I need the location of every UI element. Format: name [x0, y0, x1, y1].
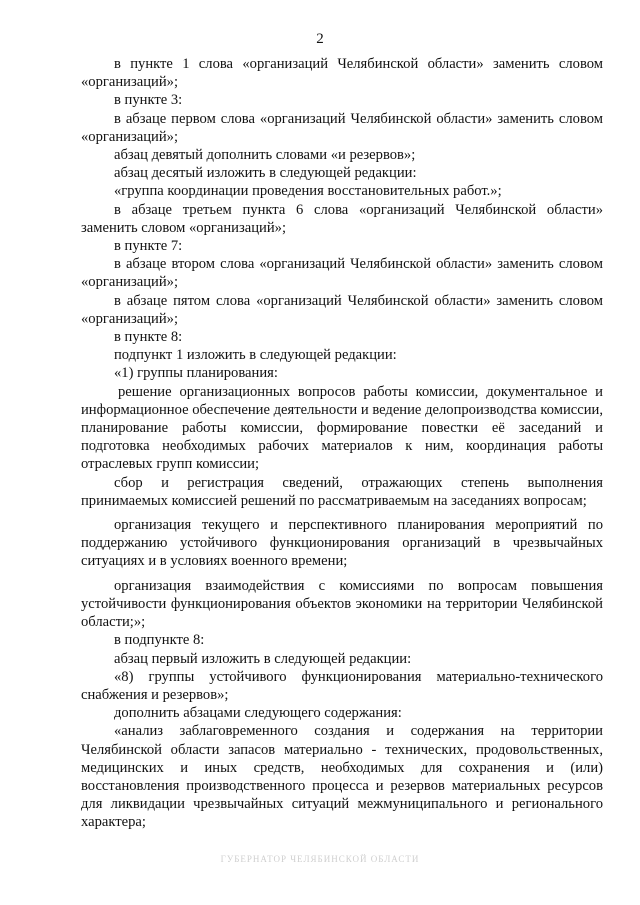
paragraph-5: абзац десятый изложить в следующей редакции: [114, 165, 417, 182]
paragraph-3: в абзаце первом слова «организаций Челябинской области» заменить словом «организаций»; [81, 110, 603, 145]
paragraph-19: абзац первый изложить в следующей редакции: [114, 650, 412, 667]
footer-watermark: ГУБЕРНАТОР ЧЕЛЯБИНСКОЙ ОБЛАСТИ [220, 854, 420, 864]
paragraph-12: подпункт 1 изложить в следующей редакции: [114, 347, 397, 364]
paragraph-10: в абзаце пятом слова «организаций Челябинской области» заменить словом «организаций»; [81, 292, 603, 327]
paragraph-1: в пункте 1 слова «организаций Челябинской области» заменить словом «организаций»; [81, 56, 603, 91]
paragraph-11: в пункте 8: [114, 329, 183, 346]
paragraph-4: абзац девятый дополнить словами «и резервов»; [114, 147, 416, 164]
paragraph-9: в абзаце втором слова «организаций Челябинской области» заменить словом «организаций»; [81, 256, 603, 291]
paragraph-14: решение организационных вопросов работы комиссии, документальное и информационное обеспечение деятельности и ведение делопроизводства комиссии, планирование работы комиссии, формирование повестки её заседаний и подготовка необходимых рабочих материалов к ним, координация работы отраслевых групп комиссии; [81, 383, 603, 473]
page-number: 2 [316, 31, 324, 47]
paragraph-22: «анализ заблаговременного создания и содержания на территории Челябинской области запасов материально - технических, продовольственных, медицинских и иных средств, необходимых для сохранения и (или) восстановления производственного процесса и резервов материальных ресурсов для ликвидации чрезвычайных ситуаций межмуниципального и регионального характера; [81, 723, 603, 831]
paragraph-15: сбор и регистрация сведений, отражающих степень выполнения принимаемых комиссией решений по рассматриваемым на заседаниях вопросам; [81, 474, 603, 509]
paragraph-20: «8) группы устойчивого функционирования материально-технического снабжения и резервов»; [81, 668, 603, 703]
paragraph-2: в пункте 3: [114, 92, 183, 109]
paragraph-13: «1) группы планирования: [114, 365, 278, 382]
paragraph-21: дополнить абзацами следующего содержания: [114, 705, 402, 722]
paragraph-7: в абзаце третьем пункта 6 слова «организаций Челябинской области» заменить словом «организаций»; [81, 201, 603, 236]
paragraph-18: в подпункте 8: [114, 632, 205, 649]
paragraph-8: в пункте 7: [114, 238, 183, 255]
document-body [81, 55, 603, 832]
paragraph-16: организация текущего и перспективного планирования мероприятий по поддержанию устойчивого функционирования организаций в чрезвычайных ситуациях и в условиях военного времени; [81, 517, 603, 570]
paragraph-6: «группа координации проведения восстановительных работ.»; [114, 183, 502, 200]
paragraph-17: организация взаимодействия с комиссиями по вопросам повышения устойчивости функционирования объектов экономики на территории Челябинской области;»; [81, 577, 603, 631]
